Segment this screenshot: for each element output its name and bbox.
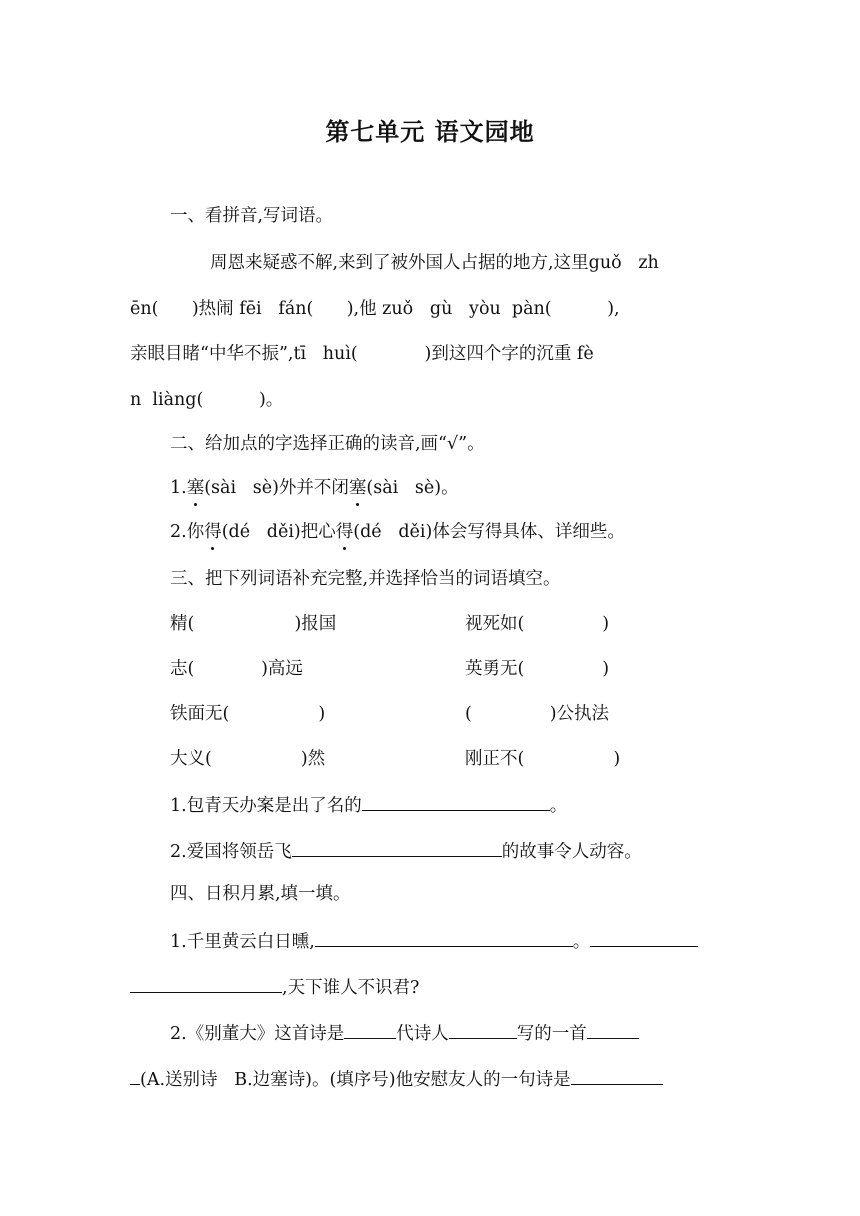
section1-line4: n liàng( )。 [130,390,284,410]
section2-q2 [170,520,625,544]
question-text: 2.爱国将领岳飞 [170,842,292,862]
section1-heading: 一、看拼音,写词语。 [170,206,334,226]
poem-line: 1.千里黄云白日曛, [170,932,315,952]
answer-blank[interactable] [571,1066,663,1085]
section1-line1: 周恩来疑惑不解,来到了被外国人占据的地方,这里guǒ zh [210,253,659,273]
idiom-right-3: ( )公执法 [465,704,610,724]
section4-heading: 四、日积月累,填一填。 [170,884,351,904]
answer-blank[interactable] [362,792,550,811]
answer-blank[interactable] [130,974,282,993]
q-number: 2. [170,522,187,542]
idiom-right-2: 英勇无( ) [465,659,610,679]
section1-line3: 亲眼目睹“中华不振”,tī huì( )到这四个字的沉重 fè [130,344,594,364]
punctuation: 。 [572,932,591,952]
dotted-char: 得 [335,522,354,542]
idiom-right-1: 视死如( ) [465,614,610,634]
question-text: (A.送别诗 B.边塞诗)。(填序号)他安慰友人的一句诗是 [140,1070,571,1090]
dotted-char: 塞 [186,478,205,498]
answer-blank[interactable] [590,928,698,947]
section3-heading: 三、把下列词语补充完整,并选择恰当的词语填空。 [170,569,561,589]
pinyin-choice: (dé děi)体会写得具体、详细些。 [353,522,625,542]
idiom-left-1: 精( )报国 [170,614,337,634]
answer-blank[interactable] [449,1020,517,1039]
idiom-left-4: 大义( )然 [170,749,326,769]
answer-blank[interactable] [587,1020,639,1039]
section4-q1 [170,928,698,954]
answer-blank[interactable] [292,838,502,857]
section2-q1 [170,476,459,500]
answer-blank[interactable] [344,1020,396,1039]
section4-q1-cont [130,974,419,1000]
page-title: 第七单元 语文园地 [325,118,535,146]
poem-line: ,天下谁人不识君? [282,978,420,998]
section1-line2: ēn( )热闹 fēi fán( ),他 zuǒ gù yòu pàn( ), [130,299,620,319]
question-text: 2.《别董大》这首诗是 [170,1024,345,1044]
section3-q2 [170,838,642,864]
pinyin-choice: (sài sè)。 [366,478,459,498]
answer-blank[interactable] [315,928,573,947]
dotted-char: 得 [204,522,222,542]
section4-q2-cont [130,1066,663,1092]
text: 你 [186,522,205,542]
idiom-right-4: 刚正不( ) [465,749,621,769]
answer-blank[interactable] [130,1066,140,1085]
q-number: 1. [170,478,187,498]
idiom-left-2: 志( )高远 [170,659,303,679]
section4-q2 [170,1020,639,1046]
pinyin-choice: (dé děi)把心 [221,522,336,542]
question-text: 代诗人 [396,1024,449,1044]
idiom-left-3: 铁面无( ) [170,704,326,724]
punctuation: 。 [549,796,568,816]
pinyin-choice: (sài sè)外并不闭 [204,478,349,498]
question-text: 1.包青天办案是出了名的 [170,796,362,816]
question-text: 写的一首 [516,1024,587,1044]
section3-q1 [170,792,567,818]
dotted-char: 塞 [348,478,367,498]
question-text: 的故事令人动容。 [501,842,642,862]
section2-heading: 二、给加点的字选择正确的读音,画“√”。 [170,434,485,454]
